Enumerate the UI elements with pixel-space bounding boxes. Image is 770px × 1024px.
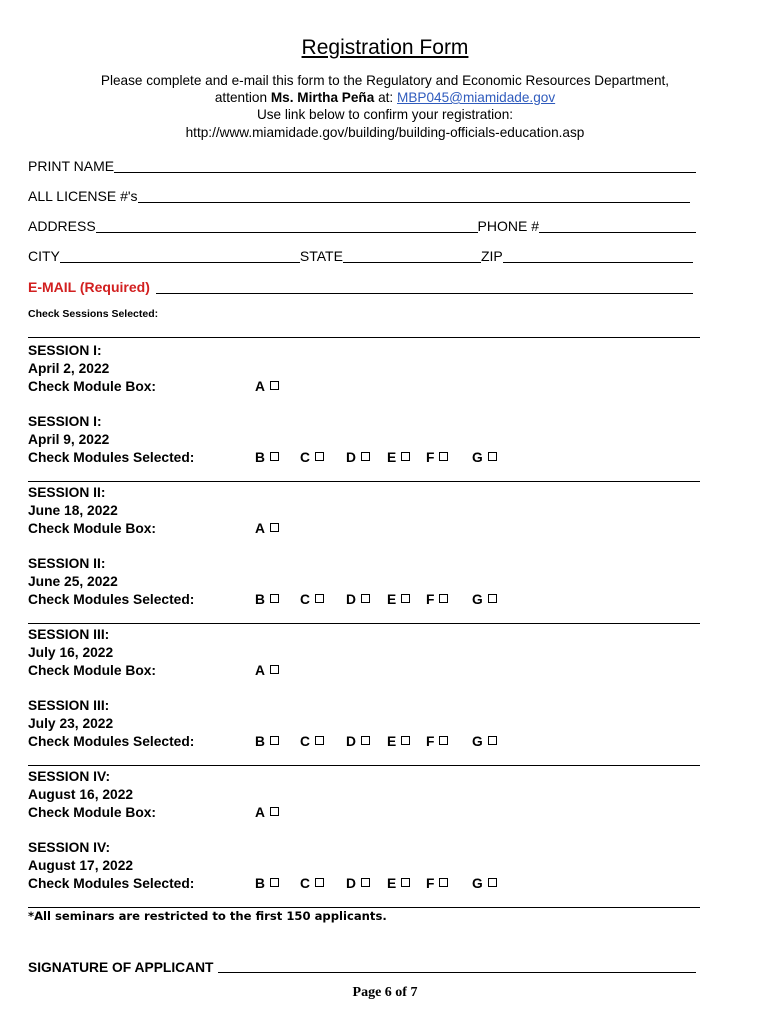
- module-checkbox-c[interactable]: [300, 875, 324, 893]
- print-name-field[interactable]: [114, 172, 696, 173]
- checkbox-icon[interactable]: [401, 452, 410, 461]
- module-label: C: [300, 592, 310, 607]
- module-label: G: [472, 592, 483, 607]
- module-checkbox-d[interactable]: [346, 449, 370, 467]
- module-checkbox-d[interactable]: [346, 875, 370, 893]
- checkbox-icon[interactable]: [488, 878, 497, 887]
- session-name: SESSION I:: [28, 343, 102, 358]
- module-checkbox-a[interactable]: [255, 804, 279, 822]
- checkbox-icon[interactable]: [315, 594, 324, 603]
- module-checkbox-c[interactable]: [300, 449, 324, 467]
- checkbox-icon[interactable]: [315, 452, 324, 461]
- module-label: B: [255, 592, 265, 607]
- license-field[interactable]: [138, 202, 690, 203]
- license-label: ALL LICENSE #'s: [28, 188, 138, 204]
- state-label: STATE: [299, 248, 343, 264]
- module-checkbox-e[interactable]: [387, 591, 410, 609]
- checkbox-icon[interactable]: [270, 736, 279, 745]
- module-checkbox-g[interactable]: [472, 591, 497, 609]
- checkbox-icon[interactable]: [488, 452, 497, 461]
- module-checkbox-a[interactable]: [255, 520, 279, 538]
- module-label: E: [387, 734, 397, 749]
- checkbox-icon[interactable]: [439, 878, 448, 887]
- session-name: SESSION II:: [28, 556, 106, 571]
- city-row: [28, 247, 693, 265]
- checkbox-icon[interactable]: [401, 736, 410, 745]
- module-checkbox-c[interactable]: [300, 733, 324, 751]
- session-block: [28, 413, 700, 467]
- city-label: CITY: [28, 248, 60, 264]
- license-row: [28, 187, 690, 205]
- session-prompt: Check Module Box:: [28, 521, 157, 536]
- signature-field[interactable]: [218, 972, 697, 973]
- session-name: SESSION III:: [28, 627, 110, 642]
- section-divider: [28, 765, 700, 766]
- session-name: SESSION II:: [28, 485, 106, 500]
- attention-prefix: attention: [214, 90, 268, 105]
- module-label: A: [255, 379, 265, 394]
- section-divider: [28, 481, 700, 482]
- checkbox-icon[interactable]: [439, 594, 448, 603]
- module-label: B: [255, 876, 265, 891]
- contact-email-link[interactable]: MBP045@miamidade.gov: [397, 90, 556, 105]
- checkbox-icon[interactable]: [488, 736, 497, 745]
- applicant-limit-note: *All seminars are restricted to the first 150 applicants.: [28, 909, 387, 923]
- module-checkbox-c[interactable]: [300, 591, 324, 609]
- state-field[interactable]: [343, 262, 481, 263]
- city-field[interactable]: [60, 262, 300, 263]
- attention-at: at:: [378, 90, 394, 105]
- intro-line-3: Use link below to confirm your registration:: [256, 107, 514, 122]
- session-block: [28, 342, 700, 396]
- session-date: July 16, 2022: [28, 645, 114, 660]
- module-label: B: [255, 734, 265, 749]
- module-checkbox-f[interactable]: [426, 591, 448, 609]
- session-date: July 23, 2022: [28, 716, 114, 731]
- session-name: SESSION IV:: [28, 769, 111, 784]
- section-divider: [28, 337, 700, 338]
- module-label: F: [426, 450, 435, 465]
- session-date: April 2, 2022: [28, 361, 110, 376]
- session-block: [28, 839, 700, 893]
- session-name: SESSION I:: [28, 414, 102, 429]
- session-prompt: Check Modules Selected:: [28, 876, 195, 891]
- page-number: Page 6 of 7: [352, 985, 418, 1000]
- checkbox-icon[interactable]: [270, 452, 279, 461]
- module-label: C: [300, 876, 310, 891]
- zip-label: ZIP: [480, 248, 503, 264]
- session-prompt: Check Modules Selected:: [28, 592, 195, 607]
- zip-field[interactable]: [503, 262, 693, 263]
- module-checkbox-f[interactable]: [426, 449, 448, 467]
- checkbox-icon[interactable]: [361, 594, 370, 603]
- checkbox-icon[interactable]: [361, 878, 370, 887]
- checkbox-icon[interactable]: [270, 523, 279, 532]
- module-checkbox-a[interactable]: [255, 662, 279, 680]
- session-date: August 17, 2022: [28, 858, 134, 873]
- checkbox-icon[interactable]: [270, 594, 279, 603]
- module-label: A: [255, 521, 265, 536]
- form-title: Registration Form: [301, 36, 469, 59]
- module-label: F: [426, 876, 435, 891]
- module-label: D: [346, 592, 356, 607]
- module-checkbox-b[interactable]: [255, 733, 279, 751]
- checkbox-icon[interactable]: [270, 665, 279, 674]
- intro-line-1: Please complete and e-mail this form to the Regulatory and Economic Resources Department,: [100, 73, 670, 88]
- module-label: D: [346, 876, 356, 891]
- section-divider: [28, 623, 700, 624]
- check-sessions-label: Check Sessions Selected:: [28, 308, 159, 320]
- session-prompt: Check Module Box:: [28, 663, 157, 678]
- checkbox-icon[interactable]: [270, 381, 279, 390]
- checkbox-icon[interactable]: [270, 878, 279, 887]
- module-label: C: [300, 734, 310, 749]
- intro-line-2: [0, 89, 770, 106]
- checkbox-icon[interactable]: [315, 736, 324, 745]
- registration-url[interactable]: http://www.miamidade.gov/building/building-officials-education.asp: [185, 125, 585, 140]
- module-checkbox-b[interactable]: [255, 875, 279, 893]
- module-checkbox-b[interactable]: [255, 449, 279, 467]
- session-date: June 25, 2022: [28, 574, 118, 589]
- module-label: G: [472, 734, 483, 749]
- module-label: D: [346, 450, 356, 465]
- session-prompt: Check Modules Selected:: [28, 450, 195, 465]
- checkbox-icon[interactable]: [361, 736, 370, 745]
- checkbox-icon[interactable]: [488, 594, 497, 603]
- address-label: ADDRESS: [28, 218, 96, 234]
- module-checkbox-b[interactable]: [255, 591, 279, 609]
- module-label: B: [255, 450, 265, 465]
- session-name: SESSION IV:: [28, 840, 111, 855]
- module-label: D: [346, 734, 356, 749]
- phone-label: PHONE #: [477, 218, 539, 234]
- signature-label: SIGNATURE OF APPLICANT: [28, 960, 214, 975]
- module-label: E: [387, 592, 397, 607]
- module-label: A: [255, 805, 265, 820]
- session-prompt: Check Module Box:: [28, 379, 157, 394]
- module-checkbox-g[interactable]: [472, 733, 497, 751]
- module-checkbox-e[interactable]: [387, 449, 410, 467]
- address-field[interactable]: [96, 232, 478, 233]
- module-label: F: [426, 734, 435, 749]
- module-label: G: [472, 450, 483, 465]
- session-prompt: Check Module Box:: [28, 805, 157, 820]
- address-row: [28, 217, 696, 235]
- section-divider: [28, 907, 700, 908]
- session-block: [28, 697, 700, 751]
- print-name-label: PRINT NAME: [28, 158, 115, 174]
- module-checkbox-d[interactable]: [346, 591, 370, 609]
- module-checkbox-e[interactable]: [387, 875, 410, 893]
- module-label: G: [472, 876, 483, 891]
- module-checkbox-d[interactable]: [346, 733, 370, 751]
- session-block: [28, 626, 700, 680]
- checkbox-icon[interactable]: [315, 878, 324, 887]
- contact-name: Ms. Mirtha Peña: [270, 90, 375, 105]
- email-field[interactable]: [156, 293, 693, 294]
- checkbox-icon[interactable]: [270, 807, 279, 816]
- module-label: A: [255, 663, 265, 678]
- module-label: E: [387, 450, 397, 465]
- phone-field[interactable]: [539, 232, 696, 233]
- session-name: SESSION III:: [28, 698, 110, 713]
- checkbox-icon[interactable]: [439, 736, 448, 745]
- session-date: June 18, 2022: [28, 503, 118, 518]
- module-checkbox-e[interactable]: [387, 733, 410, 751]
- signature-row: [28, 960, 696, 975]
- session-date: April 9, 2022: [28, 432, 110, 447]
- module-checkbox-f[interactable]: [426, 875, 448, 893]
- checkbox-icon[interactable]: [439, 452, 448, 461]
- checkbox-icon[interactable]: [401, 878, 410, 887]
- session-prompt: Check Modules Selected:: [28, 734, 195, 749]
- email-label: E-MAIL (Required): [28, 279, 150, 295]
- session-date: August 16, 2022: [28, 787, 134, 802]
- session-block: [28, 484, 700, 538]
- module-label: F: [426, 592, 435, 607]
- module-checkbox-g[interactable]: [472, 449, 497, 467]
- module-checkbox-g[interactable]: [472, 875, 497, 893]
- module-checkbox-f[interactable]: [426, 733, 448, 751]
- checkbox-icon[interactable]: [361, 452, 370, 461]
- checkbox-icon[interactable]: [401, 594, 410, 603]
- module-label: C: [300, 450, 310, 465]
- module-label: E: [387, 876, 397, 891]
- print-name-row: [28, 157, 696, 175]
- session-block: [28, 555, 700, 609]
- email-row: [28, 278, 693, 296]
- session-block: [28, 768, 700, 822]
- module-checkbox-a[interactable]: [255, 378, 279, 396]
